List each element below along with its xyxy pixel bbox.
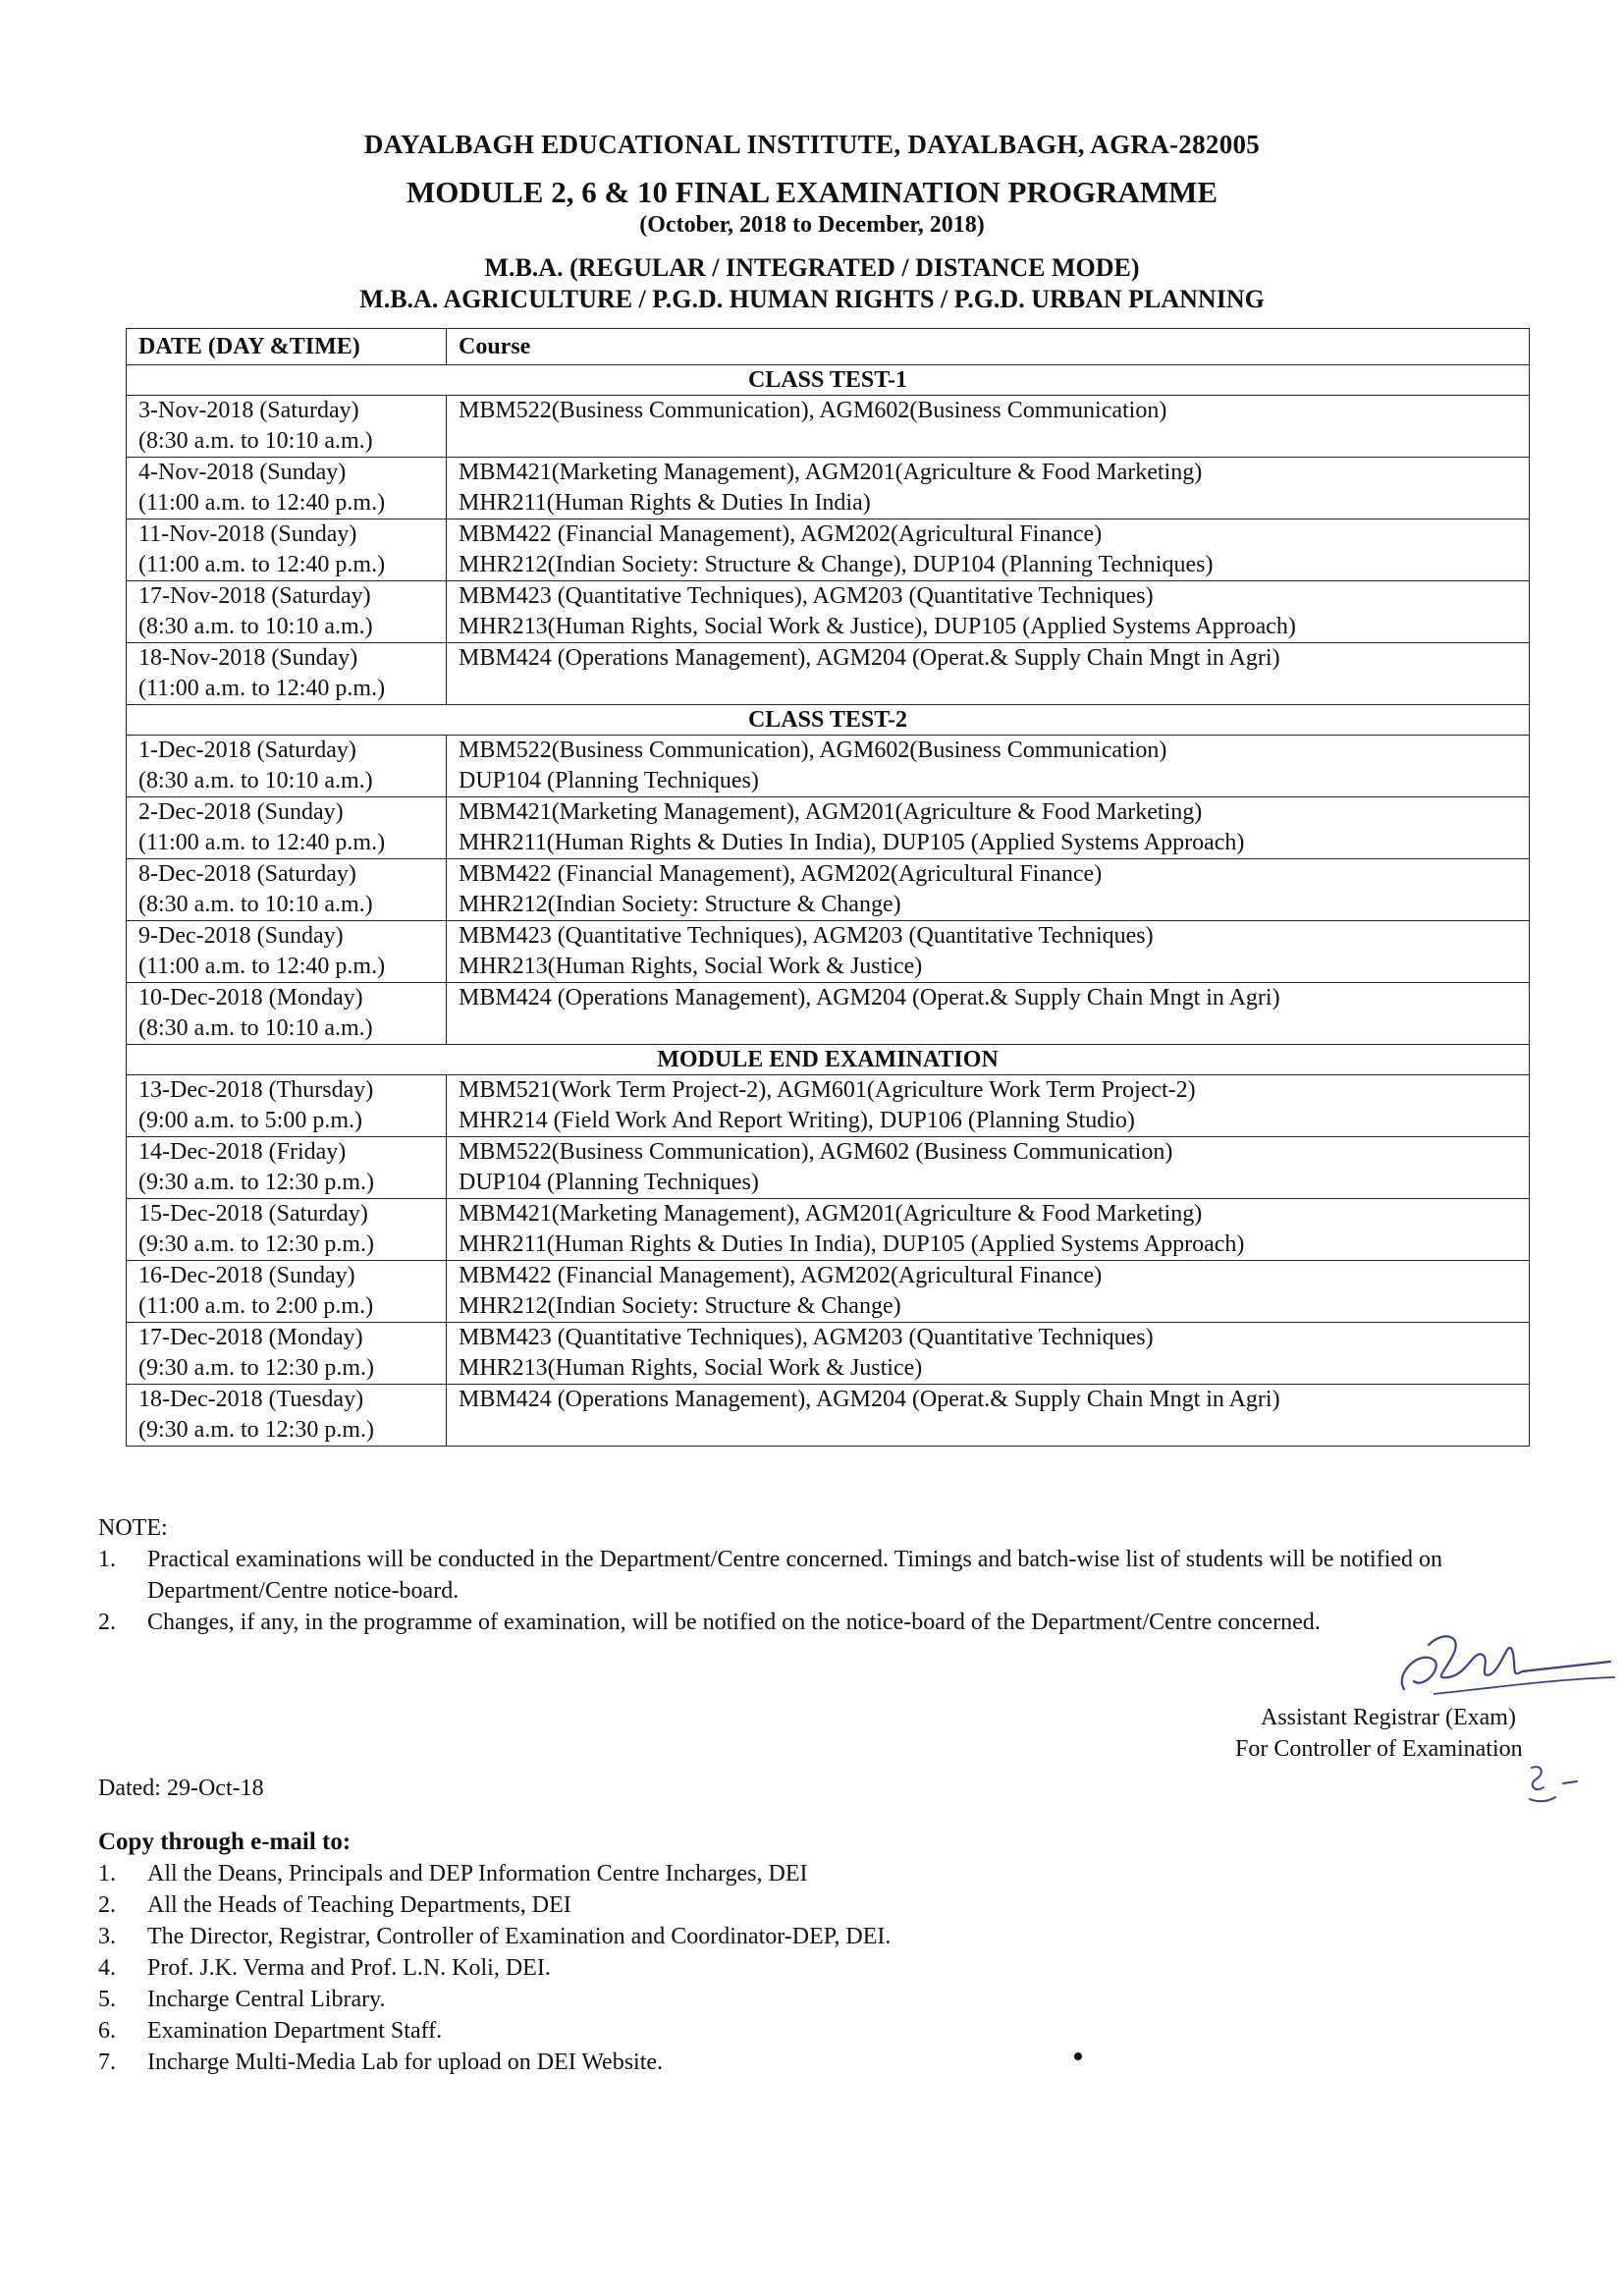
exam-date: 17-Dec-2018 (Monday) (138, 1325, 363, 1350)
date-cell (127, 1323, 447, 1385)
course-line-1: MBM522(Business Communication), AGM602(Business Communication) (459, 398, 1167, 423)
exam-date: 3-Nov-2018 (Saturday) (138, 398, 359, 423)
date-cell (127, 1261, 447, 1323)
course-line-2: MHR212(Indian Society: Structure & Change), DUP104 (Planning Techniques) (459, 552, 1214, 577)
course-cell (447, 458, 1530, 519)
table-row (127, 1323, 1530, 1385)
exam-time: (8:30 a.m. to 10:10 a.m.) (138, 768, 373, 793)
table-row (127, 458, 1530, 519)
exam-date: 9-Dec-2018 (Sunday) (138, 923, 344, 949)
dated-line: Dated: 29-Oct-18 (98, 1776, 264, 1801)
course-cell (447, 519, 1530, 581)
list-text: All the Heads of Teaching Departments, DEI (147, 1892, 571, 1918)
signature-image (1375, 1620, 1620, 1709)
table-row (127, 859, 1530, 921)
exam-time: (11:00 a.m. to 2:00 p.m.) (138, 1293, 374, 1319)
course-cell (447, 1137, 1530, 1199)
course-cell (447, 797, 1530, 859)
section-row (127, 705, 1530, 736)
course-line-1: MBM422 (Financial Management), AGM202(Agricultural Finance) (459, 861, 1103, 887)
exam-date: 13-Dec-2018 (Thursday) (138, 1077, 374, 1103)
course-line-1: MBM424 (Operations Management), AGM204 (Operat.& Supply Chain Mngt in Agri) (459, 1387, 1280, 1412)
list-number: 2. (98, 1892, 116, 1918)
course-cell (447, 1261, 1530, 1323)
list-text: Examination Department Staff. (147, 2018, 443, 2044)
exam-date: 16-Dec-2018 (Sunday) (138, 1263, 355, 1288)
course-line-2: MHR212(Indian Society: Structure & Change) (459, 1293, 901, 1319)
course-line-2: MHR211(Human Rights & Duties In India), DUP105 (Applied Systems Approach) (459, 1231, 1245, 1257)
course-line-2: MHR211(Human Rights & Duties In India), DUP105 (Applied Systems Approach) (459, 830, 1245, 855)
table-row (127, 921, 1530, 983)
copy-item (98, 1858, 1375, 1889)
table-row (127, 797, 1530, 859)
course-line-2: MHR214 (Field Work And Report Writing), DUP106 (Planning Studio) (459, 1108, 1135, 1133)
copy-item (98, 1952, 1375, 1984)
copy-item (98, 1889, 1375, 1921)
table-row (127, 1385, 1530, 1447)
signatory-authority: For Controller of Examination (1235, 1736, 1523, 1762)
section-title: CLASS TEST-2 (127, 705, 1530, 736)
date-cell (127, 581, 447, 643)
exam-time: (8:30 a.m. to 10:10 a.m.) (138, 614, 373, 639)
course-line-2: MHR212(Indian Society: Structure & Change) (459, 892, 901, 917)
table-row (127, 1199, 1530, 1261)
section-title: CLASS TEST-1 (127, 365, 1530, 396)
date-cell (127, 1075, 447, 1137)
date-cell (127, 458, 447, 519)
course-cell (447, 1323, 1530, 1385)
date-cell (127, 1385, 447, 1447)
exam-time: (8:30 a.m. to 10:10 a.m.) (138, 428, 373, 454)
list-text: Incharge Multi-Media Lab for upload on DEI Website. (147, 2050, 664, 2075)
stray-dot (1074, 2052, 1082, 2060)
note-item (98, 1544, 1492, 1607)
course-cell (447, 581, 1530, 643)
list-number: 4. (98, 1955, 116, 1981)
section-title: MODULE END EXAMINATION (127, 1045, 1530, 1075)
programme-period: (October, 2018 to December, 2018) (639, 212, 985, 238)
course-cell (447, 859, 1530, 921)
course-line-1: MBM421(Marketing Management), AGM201(Agriculture & Food Marketing) (459, 1201, 1203, 1227)
course-cell (447, 396, 1530, 458)
list-text: Changes, if any, in the programme of examination, will be notified on the notice-board of the Department/Centre concerned. (147, 1610, 1321, 1635)
copy-to-list (98, 1858, 1375, 2078)
table-row (127, 1075, 1530, 1137)
exam-time: (9:30 a.m. to 12:30 p.m.) (138, 1170, 374, 1195)
exam-date: 18-Nov-2018 (Sunday) (138, 645, 358, 671)
course-line-2: DUP104 (Planning Techniques) (459, 1170, 759, 1195)
list-number: 6. (98, 2018, 116, 2044)
date-cell (127, 519, 447, 581)
copy-item (98, 2047, 1375, 2078)
course-line-1: MBM424 (Operations Management), AGM204 (Operat.& Supply Chain Mngt in Agri) (459, 645, 1280, 671)
course-line-2: MHR213(Human Rights, Social Work & Justice), DUP105 (Applied Systems Approach) (459, 614, 1296, 639)
exam-time: (8:30 a.m. to 10:10 a.m.) (138, 892, 373, 917)
date-cell (127, 859, 447, 921)
copy-item (98, 2015, 1375, 2047)
date-cell (127, 1137, 447, 1199)
course-line-1: MBM521(Work Term Project-2), AGM601(Agriculture Work Term Project-2) (459, 1077, 1196, 1103)
exam-date: 4-Nov-2018 (Sunday) (138, 460, 347, 485)
exam-time: (9:00 a.m. to 5:00 p.m.) (138, 1108, 362, 1133)
exam-time: (9:30 a.m. to 12:30 p.m.) (138, 1231, 374, 1257)
course-cell (447, 1075, 1530, 1137)
exam-date: 11-Nov-2018 (Sunday) (138, 521, 357, 547)
course-cell (447, 736, 1530, 797)
exam-time: (9:30 a.m. to 12:30 p.m.) (138, 1417, 374, 1443)
exam-date: 2-Dec-2018 (Sunday) (138, 799, 344, 825)
course-line-1: MBM422 (Financial Management), AGM202(Agricultural Finance) (459, 521, 1103, 547)
exam-date: 15-Dec-2018 (Saturday) (138, 1201, 368, 1227)
exam-date: 1-Dec-2018 (Saturday) (138, 738, 356, 763)
institute-name: DAYALBAGH EDUCATIONAL INSTITUTE, DAYALBAGH, AGRA-282005 (363, 130, 1261, 159)
course-cell (447, 983, 1530, 1045)
course-line-2: DUP104 (Planning Techniques) (459, 768, 759, 793)
list-number: 3. (98, 1924, 116, 1949)
table-row (127, 1137, 1530, 1199)
note-list (98, 1544, 1492, 1638)
course-line-1: MBM522(Business Communication), AGM602(Business Communication) (459, 738, 1167, 763)
exam-date: 14-Dec-2018 (Friday) (138, 1139, 347, 1165)
copy-item (98, 1984, 1375, 2015)
list-number: 5. (98, 1987, 116, 2012)
table-row (127, 581, 1530, 643)
exam-date: 17-Nov-2018 (Saturday) (138, 583, 371, 609)
exam-time: (11:00 a.m. to 12:40 p.m.) (138, 954, 386, 979)
list-number: 1. (98, 1547, 116, 1572)
table-header-row (127, 329, 1530, 365)
course-line-1: MBM421(Marketing Management), AGM201(Agriculture & Food Marketing) (459, 799, 1203, 825)
list-text: All the Deans, Principals and DEP Information Centre Incharges, DEI (147, 1861, 808, 1886)
date-cell (127, 396, 447, 458)
exam-date: 18-Dec-2018 (Tuesday) (138, 1387, 364, 1412)
exam-time: (11:00 a.m. to 12:40 p.m.) (138, 676, 386, 701)
table-row (127, 519, 1530, 581)
course-line-1: MBM423 (Quantitative Techniques), AGM203 (Quantitative Techniques) (459, 583, 1154, 609)
date-cell (127, 797, 447, 859)
list-number: 7. (98, 2050, 116, 2075)
course-cell (447, 1385, 1530, 1447)
course-line-2: MHR213(Human Rights, Social Work & Justice) (459, 1355, 923, 1381)
exam-time: (8:30 a.m. to 10:10 a.m.) (138, 1015, 373, 1041)
table-row (127, 1261, 1530, 1323)
copy-item (98, 1921, 1375, 1952)
course-line-1: MBM423 (Quantitative Techniques), AGM203 (Quantitative Techniques) (459, 923, 1154, 949)
list-text: Incharge Central Library. (147, 1987, 386, 2012)
date-cell (127, 921, 447, 983)
exam-date: 8-Dec-2018 (Saturday) (138, 861, 356, 887)
table-row (127, 983, 1530, 1045)
note-title: NOTE: (98, 1515, 168, 1541)
exam-date: 10-Dec-2018 (Monday) (138, 985, 363, 1011)
date-cell (127, 983, 447, 1045)
list-text: Prof. J.K. Verma and Prof. L.N. Koli, DEI. (147, 1955, 551, 1981)
copy-to-section (98, 1827, 1375, 2078)
table-row (127, 396, 1530, 458)
courses-line-2: M.B.A. AGRICULTURE / P.G.D. HUMAN RIGHTS / P.G.D. URBAN PLANNING (359, 285, 1265, 313)
column-header-date: DATE (DAY &TIME) (127, 329, 447, 365)
course-line-1: MBM421(Marketing Management), AGM201(Agriculture & Food Marketing) (459, 460, 1203, 485)
note-item (98, 1607, 1492, 1638)
date-cell (127, 1199, 447, 1261)
list-text: The Director, Registrar, Controller of Examination and Coordinator-DEP, DEI. (147, 1924, 892, 1949)
course-line-1: MBM522(Business Communication), AGM602 (Business Communication) (459, 1139, 1173, 1165)
initials-mark (1520, 1760, 1589, 1809)
list-number: 1. (98, 1861, 116, 1886)
section-row (127, 1045, 1530, 1075)
course-cell (447, 643, 1530, 705)
note-section (98, 1512, 1492, 1638)
course-line-1: MBM422 (Financial Management), AGM202(Agricultural Finance) (459, 1263, 1103, 1288)
copy-to-title: Copy through e-mail to: (98, 1829, 352, 1855)
exam-time: (9:30 a.m. to 12:30 p.m.) (138, 1355, 374, 1381)
signatory-role: Assistant Registrar (Exam) (1261, 1705, 1516, 1730)
date-cell (127, 643, 447, 705)
course-line-1: MBM424 (Operations Management), AGM204 (Operat.& Supply Chain Mngt in Agri) (459, 985, 1280, 1011)
course-line-2: MHR213(Human Rights, Social Work & Justice) (459, 954, 923, 979)
course-line-1: MBM423 (Quantitative Techniques), AGM203 (Quantitative Techniques) (459, 1325, 1154, 1350)
exam-time: (11:00 a.m. to 12:40 p.m.) (138, 490, 386, 516)
date-cell (127, 736, 447, 797)
schedule-body (127, 365, 1530, 1447)
list-text: Practical examinations will be conducted in the Department/Centre concerned. Timings and batch-wise list of students will be notified on Department/Centre notice-board. (147, 1547, 1443, 1604)
course-cell (447, 1199, 1530, 1261)
exam-time: (11:00 a.m. to 12:40 p.m.) (138, 830, 386, 855)
exam-time: (11:00 a.m. to 12:40 p.m.) (138, 552, 386, 577)
course-cell (447, 921, 1530, 983)
course-line-2: MHR211(Human Rights & Duties In India) (459, 490, 871, 516)
programme-title: MODULE 2, 6 & 10 FINAL EXAMINATION PROGRAMME (406, 175, 1218, 209)
courses-line-1: M.B.A. (REGULAR / INTEGRATED / DISTANCE MODE) (484, 253, 1140, 282)
column-header-course: Course (447, 329, 1530, 365)
table-row (127, 736, 1530, 797)
list-number: 2. (98, 1610, 116, 1635)
table-row (127, 643, 1530, 705)
section-row (127, 365, 1530, 396)
schedule-table (126, 328, 1530, 1447)
